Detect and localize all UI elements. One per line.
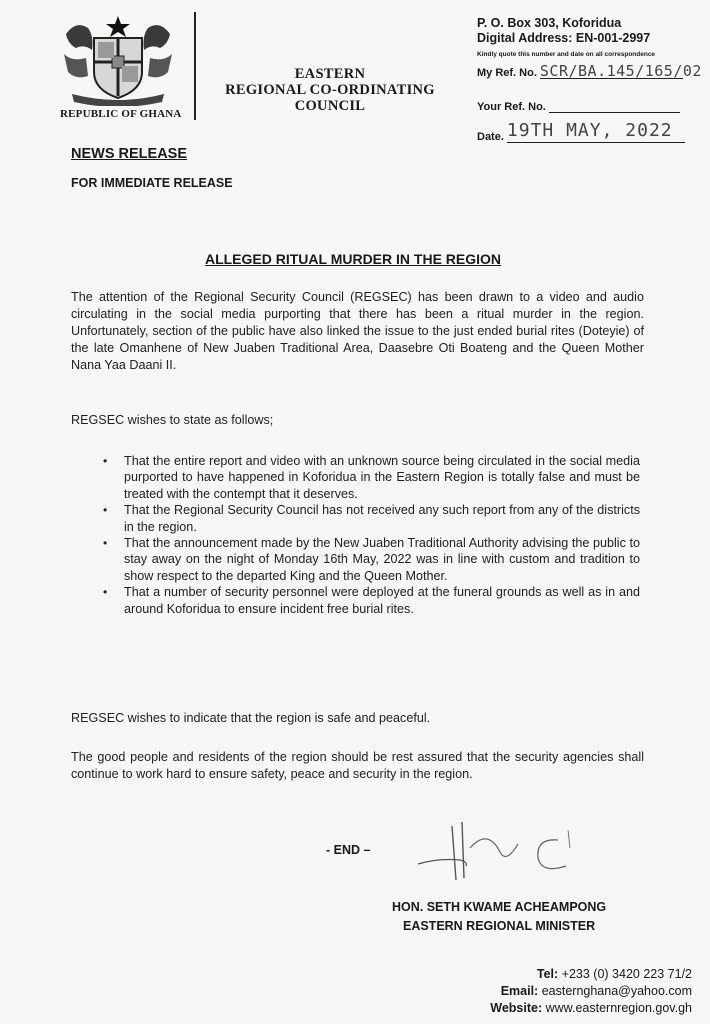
republic-of-ghana-label: REPUBLIC OF GHANA — [60, 108, 182, 120]
statement-list — [103, 453, 640, 617]
list-item: • That the Regional Security Council has not received any such report from any of the districts in the region. — [103, 502, 640, 535]
your-ref-label: Your Ref. No. — [477, 101, 546, 113]
my-ref-row — [477, 62, 702, 80]
council-line: EASTERN — [294, 66, 366, 82]
po-box: P. O. Box 303, Koforidua — [477, 16, 622, 30]
news-release-heading: NEWS RELEASE — [71, 146, 188, 162]
council-line: COUNCIL — [294, 98, 366, 114]
paragraph-assurance: The good people and residents of the region should be rest assured that the security agencies shall continue to work hard to ensure safety, peace and security in the region. — [71, 750, 644, 781]
contact-block — [490, 966, 692, 1017]
paragraph-intro: The attention of the Regional Security Council (REGSEC) has been drawn to a video and audio circulating in the social media purporting that there has been a ritual murder in the region. Unfortunately, section of the public have also linked the issue to the just ended burial rites (Doteyie) of the late Omanhene of New Juaben Traditional Area, Daasebre Oti Boateng and the Queen Mother Nana Yaa Daani II. — [71, 290, 644, 372]
end-marker: - END – — [326, 843, 371, 857]
list-item: • That the entire report and video with an unknown source being circulated in the social media purported to have happened in Koforidua in the Eastern Region is totally false and must be treated with the contempt that it deserves. — [103, 453, 640, 502]
list-item: • That a number of security personnel were deployed at the funeral grounds as well as in and around Koforidua to ensure incident free burial rites. — [103, 584, 640, 617]
signatory-title: EASTERN REGIONAL MINISTER — [402, 919, 596, 933]
date-label: Date. — [477, 131, 504, 143]
tel-value: +233 (0) 3420 223 71/2 — [561, 967, 692, 981]
email-value: easternghana@yahoo.com — [541, 984, 692, 998]
contact-website — [490, 1000, 692, 1017]
website-label: Website: — [490, 1001, 543, 1015]
your-ref-field — [549, 96, 680, 113]
digital-address: Digital Address: EN-001-2997 — [477, 31, 651, 45]
signature-mark — [408, 818, 588, 888]
paragraph-safe: REGSEC wishes to indicate that the region is safe and peaceful. — [71, 711, 431, 725]
signatory — [392, 898, 606, 936]
contact-tel — [490, 966, 692, 983]
date-value: 19TH MAY, 2022 — [506, 120, 673, 141]
header-divider — [194, 12, 196, 120]
council-line: REGIONAL CO-ORDINATING — [225, 82, 435, 98]
address-block — [477, 16, 650, 46]
quote-note: Kindly quote this number and date on all correspondence — [477, 51, 656, 58]
signatory-name: HON. SETH KWAME ACHEAMPONG — [392, 900, 607, 914]
date-field — [507, 120, 685, 143]
for-immediate-release: FOR IMMEDIATE RELEASE — [71, 176, 233, 190]
release-title-text: ALLEGED RITUAL MURDER IN THE REGION — [204, 251, 502, 267]
my-ref-value: SCR/BA.145/165/02 — [539, 62, 702, 80]
contact-email — [490, 983, 692, 1000]
date-row — [477, 120, 685, 143]
ghana-coat-of-arms-emblem — [58, 14, 178, 106]
website-value: www.easternregion.gov.gh — [545, 1001, 692, 1015]
tel-label: Tel: — [536, 967, 559, 981]
list-item: • That the announcement made by the New Juaben Traditional Authority advising the public to stay away on the night of Monday 16th May, 2022 was in line with custom and tradition to show respect to the departed King and the Queen Mother. — [103, 535, 640, 584]
council-name — [205, 66, 455, 114]
email-label: Email: — [500, 984, 539, 998]
paragraph-state: REGSEC wishes to state as follows; — [71, 413, 274, 427]
my-ref-label: My Ref. No. — [477, 67, 537, 79]
your-ref-row — [477, 96, 680, 113]
release-title — [0, 251, 710, 267]
my-ref-field — [539, 62, 702, 80]
